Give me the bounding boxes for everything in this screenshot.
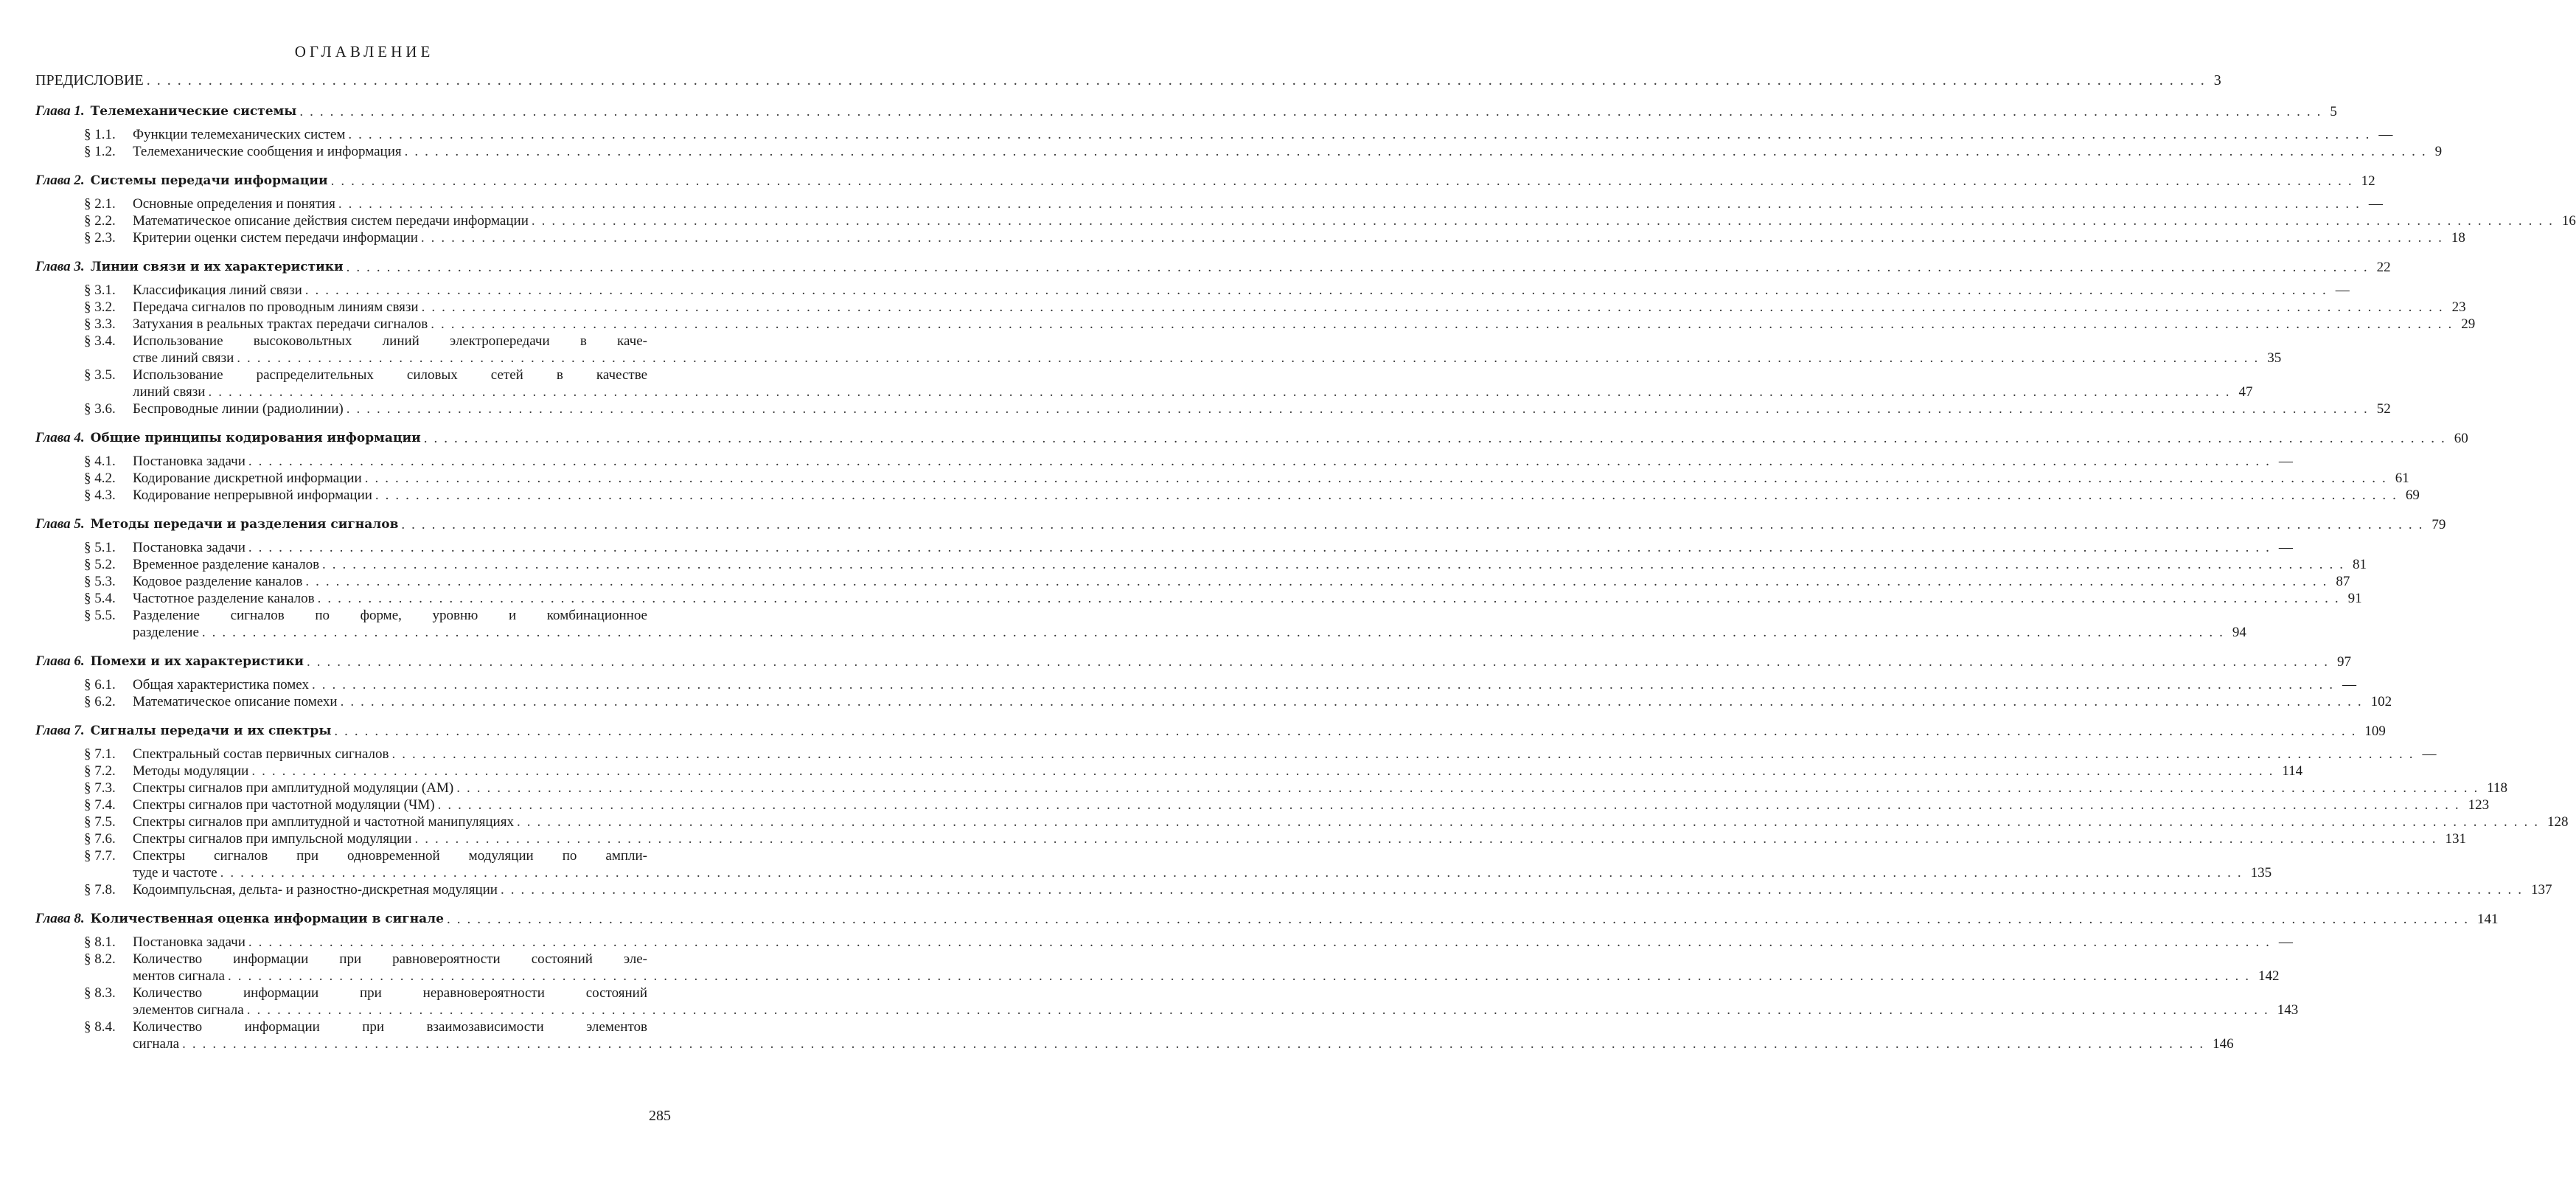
toc-entry-section bbox=[35, 400, 2391, 417]
section-page: 114 bbox=[2282, 763, 2303, 779]
leader-dots: ........................................................................................................................................................................................................ bbox=[237, 350, 2265, 366]
section-continuation bbox=[84, 350, 2282, 367]
toc-entry-section bbox=[35, 487, 2420, 504]
section-page: 81 bbox=[2353, 557, 2367, 572]
leader-dots: ........................................................................................................................................................................................................ bbox=[348, 127, 2376, 142]
section-heading bbox=[84, 881, 498, 898]
section-page: — bbox=[2278, 934, 2293, 950]
section-title-line: Количество информации при равновероятности состояний эле- bbox=[133, 951, 647, 967]
toc-entry-section bbox=[35, 195, 2383, 212]
toc-entry-chapter bbox=[35, 429, 2468, 447]
chapter-label: Глава 3. bbox=[35, 259, 85, 274]
chapter-heading bbox=[35, 653, 304, 670]
section-page: — bbox=[2278, 454, 2293, 469]
section-title-line: Использование высоковольтных линий электропередачи в каче- bbox=[133, 333, 647, 349]
section-heading bbox=[84, 453, 246, 470]
section-title: стве линий связи bbox=[133, 350, 234, 366]
leader-dots: ........................................................................................................................................................................................................ bbox=[322, 557, 2350, 572]
leader-dots: ........................................................................................................................................................................................................ bbox=[330, 173, 2359, 189]
chapter-label: Глава 1. bbox=[35, 103, 85, 119]
section-heading bbox=[84, 282, 302, 299]
toc-entry-section bbox=[35, 590, 2362, 607]
toc-entry-section bbox=[35, 212, 2576, 229]
section-page: 102 bbox=[2370, 694, 2392, 709]
leader-dots: ........................................................................................................................................................................................................ bbox=[304, 282, 2333, 298]
page-number: 285 bbox=[649, 1108, 671, 1124]
chapter-label: Глава 4. bbox=[35, 430, 85, 445]
toc-entry-section bbox=[35, 985, 2299, 1018]
section-title: Постановка задачи bbox=[133, 540, 246, 555]
section-heading bbox=[84, 400, 344, 417]
leader-dots: ........................................................................................................................................................................................................ bbox=[246, 1002, 2274, 1018]
leader-dots: ........................................................................................................................................................................................................ bbox=[299, 104, 2328, 119]
section-heading bbox=[84, 143, 402, 160]
chapter-title: Количественная оценка информации в сигнале bbox=[90, 912, 444, 926]
chapter-heading bbox=[35, 172, 328, 190]
leader-dots: ........................................................................................................................................................................................................ bbox=[317, 591, 2345, 606]
section-heading bbox=[84, 780, 453, 796]
section-title: Передача сигналов по проводным линиям связи bbox=[133, 299, 419, 315]
toc-entry-section bbox=[35, 951, 2280, 985]
section-page: 137 bbox=[2530, 882, 2552, 898]
section-number: § 8.1. bbox=[84, 934, 116, 950]
toc-entry-section bbox=[35, 780, 2507, 796]
toc-entry-section bbox=[35, 813, 2569, 830]
leader-dots: ........................................................................................................................................................................................................ bbox=[248, 934, 2276, 950]
toc-entry-section bbox=[35, 367, 2253, 400]
section-first-line bbox=[84, 985, 677, 1002]
section-title: элементов сигнала bbox=[133, 1002, 244, 1018]
chapter-page: 5 bbox=[2330, 104, 2337, 119]
chapter-heading bbox=[35, 429, 421, 447]
section-title: линий связи bbox=[133, 384, 206, 400]
leader-dots: ........................................................................................................................................................................................................ bbox=[182, 1036, 2210, 1052]
section-heading bbox=[84, 470, 362, 487]
chapter-label: Глава 6. bbox=[35, 653, 85, 669]
section-heading bbox=[84, 539, 246, 556]
section-heading bbox=[84, 693, 338, 710]
section-heading bbox=[84, 212, 529, 229]
toc-entry-section bbox=[35, 847, 2272, 881]
section-number: § 6.1. bbox=[84, 677, 116, 693]
section-page: 142 bbox=[2258, 968, 2280, 984]
leader-dots: ........................................................................................................................................................................................................ bbox=[208, 384, 2236, 400]
toc-entry-section bbox=[35, 126, 2393, 143]
toc-entry-section bbox=[35, 746, 2437, 763]
chapter-page: 141 bbox=[2476, 912, 2499, 927]
section-number: § 5.3. bbox=[84, 574, 116, 589]
section-first-line bbox=[84, 367, 677, 384]
section-number: § 5.1. bbox=[84, 540, 116, 555]
section-title: Классификация линий связи bbox=[133, 282, 302, 298]
toc-entry-chapter bbox=[35, 103, 2337, 120]
leader-dots: ........................................................................................................................................................................................................ bbox=[220, 865, 2248, 881]
section-number: § 6.2. bbox=[84, 694, 116, 709]
section-page: — bbox=[2378, 127, 2393, 142]
leader-dots: ........................................................................................................................................................................................................ bbox=[431, 316, 2459, 332]
section-page: 29 bbox=[2461, 316, 2476, 332]
section-continuation bbox=[84, 624, 2246, 641]
section-number: § 7.6. bbox=[84, 831, 116, 847]
section-continuation bbox=[84, 384, 2253, 400]
section-number: § 3.2. bbox=[84, 299, 116, 315]
section-heading bbox=[84, 487, 372, 504]
leader-dots: ........................................................................................................................................................................................................ bbox=[251, 763, 2280, 779]
leader-dots: ........................................................................................................................................................................................................ bbox=[531, 213, 2559, 229]
section-title-line: Спектры сигналов при одновременной модуляции по ампли- bbox=[133, 848, 647, 864]
chapter-heading bbox=[35, 722, 331, 740]
leader-dots: ........................................................................................................................................................................................................ bbox=[346, 401, 2374, 417]
toc-entry-preface bbox=[35, 72, 2221, 89]
section-number: § 8.3. bbox=[84, 985, 116, 1001]
section-page: — bbox=[2422, 746, 2437, 762]
section-number: § 8.2. bbox=[84, 951, 116, 967]
leader-dots: ........................................................................................................................................................................................................ bbox=[404, 144, 2432, 159]
preface-page: 3 bbox=[2213, 72, 2221, 88]
chapter-title: Телемеханические системы bbox=[90, 104, 297, 119]
toc-entry-section bbox=[35, 693, 2392, 710]
section-first-line bbox=[84, 333, 677, 350]
leader-dots: ........................................................................................................................................................................................................ bbox=[334, 723, 2362, 739]
section-title: Затухания в реальных трактах передачи сигналов bbox=[133, 316, 428, 332]
section-heading bbox=[84, 556, 319, 573]
toc-entry-chapter bbox=[35, 722, 2386, 740]
section-number: § 7.7. bbox=[84, 848, 116, 864]
section-page: 23 bbox=[2451, 299, 2466, 315]
section-heading bbox=[84, 796, 435, 813]
section-number: § 7.5. bbox=[84, 814, 116, 830]
section-title: Методы модуляции bbox=[133, 763, 249, 779]
section-page: 118 bbox=[2487, 780, 2507, 796]
chapter-label: Глава 8. bbox=[35, 911, 85, 926]
section-page: 52 bbox=[2376, 401, 2391, 417]
leader-dots: ........................................................................................................................................................................................................ bbox=[401, 517, 2429, 532]
leader-dots: ........................................................................................................................................................................................................ bbox=[414, 831, 2443, 847]
chapter-heading bbox=[35, 516, 398, 533]
section-title: Спектры сигналов при амплитудной модуляции (АМ) bbox=[133, 780, 454, 796]
toc-entry-section bbox=[35, 282, 2350, 299]
section-page: 143 bbox=[2277, 1002, 2299, 1018]
chapter-page: 22 bbox=[2376, 260, 2391, 275]
section-number: § 5.4. bbox=[84, 591, 116, 606]
toc-entry-section bbox=[35, 229, 2465, 246]
section-heading bbox=[84, 126, 345, 143]
chapter-label: Глава 2. bbox=[35, 173, 85, 188]
section-heading bbox=[84, 195, 335, 212]
toc-entry-section bbox=[35, 539, 2293, 556]
toc-entry-chapter bbox=[35, 516, 2446, 533]
section-title: Математическое описание действия систем передачи информации bbox=[133, 213, 529, 229]
toc-entry-chapter bbox=[35, 172, 2375, 190]
section-page: 135 bbox=[2250, 865, 2272, 881]
table-of-contents bbox=[35, 72, 2576, 1052]
section-title: Спектры сигналов при частотной модуляции (ЧМ) bbox=[133, 797, 435, 813]
section-page: 61 bbox=[2395, 471, 2409, 486]
chapter-heading bbox=[35, 258, 344, 276]
chapter-title: Помехи и их характеристики bbox=[90, 654, 304, 669]
section-title: Общая характеристика помех bbox=[133, 677, 309, 693]
section-page: — bbox=[2342, 677, 2356, 693]
section-title: Функции телемеханических систем bbox=[133, 127, 346, 142]
section-number: § 5.5. bbox=[84, 608, 116, 623]
leader-dots: ........................................................................................................................................................................................................ bbox=[311, 677, 2339, 693]
section-title: сигнала bbox=[133, 1036, 180, 1052]
chapter-heading bbox=[35, 103, 296, 120]
chapter-title: Системы передачи информации bbox=[90, 173, 328, 188]
section-first-line bbox=[84, 951, 677, 968]
section-title: ментов сигнала bbox=[133, 968, 225, 984]
leader-dots: ........................................................................................................................................................................................................ bbox=[146, 72, 2211, 88]
toc-entry-section bbox=[35, 1018, 2234, 1052]
chapter-page: 12 bbox=[2361, 173, 2375, 189]
chapter-page: 60 bbox=[2454, 431, 2468, 446]
section-heading bbox=[84, 934, 246, 951]
leader-dots: ........................................................................................................................................................................................................ bbox=[305, 574, 2333, 589]
leader-dots: ........................................................................................................................................................................................................ bbox=[306, 654, 2334, 670]
leader-dots: ........................................................................................................................................................................................................ bbox=[423, 431, 2451, 446]
leader-dots: ........................................................................................................................................................................................................ bbox=[338, 196, 2366, 212]
section-title: Временное разделение каналов bbox=[133, 557, 320, 572]
leader-dots: ........................................................................................................................................................................................................ bbox=[446, 912, 2474, 927]
section-title: Спектры сигналов при амплитудной и частотной манипуляциях bbox=[133, 814, 514, 830]
section-number: § 2.3. bbox=[84, 230, 116, 246]
section-heading bbox=[84, 813, 514, 830]
section-number: § 5.2. bbox=[84, 557, 116, 572]
chapter-label: Глава 5. bbox=[35, 516, 85, 532]
section-title-line: Количество информации при взаимозависимости элементов bbox=[133, 1019, 647, 1035]
section-page: 87 bbox=[2336, 574, 2350, 589]
section-title: Спектральный состав первичных сигналов bbox=[133, 746, 389, 762]
toc-entry-section bbox=[35, 573, 2350, 590]
chapter-page: 97 bbox=[2336, 654, 2351, 670]
section-number: § 2.2. bbox=[84, 213, 116, 229]
section-page: 47 bbox=[2238, 384, 2253, 400]
section-title: Кодирование непрерывной информации bbox=[133, 487, 372, 503]
section-number: § 3.3. bbox=[84, 316, 116, 332]
section-number: § 4.1. bbox=[84, 454, 116, 469]
toc-entry-chapter bbox=[35, 258, 2391, 276]
section-heading bbox=[84, 299, 419, 316]
section-number: § 7.8. bbox=[84, 882, 116, 898]
section-page: 123 bbox=[2468, 797, 2490, 813]
toc-entry-section bbox=[35, 607, 2246, 641]
section-heading bbox=[84, 746, 389, 763]
toc-entry-section bbox=[35, 763, 2303, 780]
section-title-line: Использование распределительных силовых сетей в качестве bbox=[133, 367, 647, 383]
section-number: § 7.4. bbox=[84, 797, 116, 813]
section-title: Беспроводные линии (радиолинии) bbox=[133, 401, 344, 417]
toc-entry-chapter bbox=[35, 653, 2351, 670]
toc-entry-section bbox=[35, 556, 2367, 573]
leader-dots: ........................................................................................................................................................................................................ bbox=[420, 230, 2448, 246]
section-heading bbox=[84, 763, 248, 780]
section-page: 69 bbox=[2405, 487, 2420, 503]
section-page: 35 bbox=[2267, 350, 2282, 366]
leader-dots: ........................................................................................................................................................................................................ bbox=[516, 814, 2544, 830]
section-continuation bbox=[84, 1035, 2234, 1052]
section-title: Частотное разделение каналов bbox=[133, 591, 315, 606]
leader-dots: ........................................................................................................................................................................................................ bbox=[227, 968, 2255, 984]
page-title: ОГЛАВЛЕНИЕ bbox=[294, 43, 434, 60]
section-title: Спектры сигналов при импульсной модуляции bbox=[133, 831, 412, 847]
section-heading bbox=[84, 676, 309, 693]
toc-entry-section bbox=[35, 316, 2476, 333]
section-continuation bbox=[84, 1002, 2299, 1018]
section-page: — bbox=[2278, 540, 2293, 555]
section-title-line: Разделение сигналов по форме, уровню и комбинационное bbox=[133, 608, 647, 623]
section-first-line bbox=[84, 607, 677, 624]
section-number: § 3.5. bbox=[84, 367, 116, 383]
section-page: 16 bbox=[2561, 213, 2576, 229]
section-number: § 7.3. bbox=[84, 780, 116, 796]
toc-entry-section bbox=[35, 470, 2409, 487]
section-title: Математическое описание помехи bbox=[133, 694, 338, 709]
chapter-title: Сигналы передачи и их спектры bbox=[90, 723, 332, 738]
leader-dots: ........................................................................................................................................................................................................ bbox=[364, 471, 2392, 486]
leader-dots: ........................................................................................................................................................................................................ bbox=[500, 882, 2528, 898]
section-title: Постановка задачи bbox=[133, 454, 246, 469]
section-page: — bbox=[2368, 196, 2383, 212]
toc-entry-section bbox=[35, 143, 2443, 160]
leader-dots: ........................................................................................................................................................................................................ bbox=[375, 487, 2403, 503]
section-heading bbox=[84, 590, 315, 607]
section-title: Телемеханические сообщения и информация bbox=[133, 144, 402, 159]
section-heading bbox=[84, 229, 418, 246]
leader-dots: ........................................................................................................................................................................................................ bbox=[437, 797, 2465, 813]
section-page: 91 bbox=[2347, 591, 2362, 606]
section-page: 131 bbox=[2445, 831, 2466, 847]
section-title: Постановка задачи bbox=[133, 934, 246, 950]
section-number: § 3.6. bbox=[84, 401, 116, 417]
chapter-label: Глава 7. bbox=[35, 723, 85, 738]
section-heading bbox=[84, 573, 302, 590]
preface-label: ПРЕДИСЛОВИЕ bbox=[35, 72, 144, 88]
leader-dots: ........................................................................................................................................................................................................ bbox=[248, 454, 2276, 469]
toc-entry-section bbox=[35, 796, 2490, 813]
chapter-heading bbox=[35, 910, 444, 928]
section-number: § 8.4. bbox=[84, 1019, 116, 1035]
toc-entry-section bbox=[35, 676, 2356, 693]
chapter-title: Общие принципы кодирования информации bbox=[90, 431, 421, 445]
section-title: Кодирование дискретной информации bbox=[133, 471, 362, 486]
leader-dots: ........................................................................................................................................................................................................ bbox=[391, 746, 2420, 762]
section-number: § 3.4. bbox=[84, 333, 116, 349]
section-page: 128 bbox=[2547, 814, 2569, 830]
leader-dots: ........................................................................................................................................................................................................ bbox=[248, 540, 2276, 555]
section-number: § 7.1. bbox=[84, 746, 116, 762]
section-heading bbox=[84, 316, 428, 333]
section-title-line: Количество информации при неравновероятности состояний bbox=[133, 985, 647, 1001]
section-title: Критерии оценки систем передачи информации bbox=[133, 230, 418, 246]
leader-dots: ........................................................................................................................................................................................................ bbox=[456, 780, 2485, 796]
toc-entry-section bbox=[35, 830, 2466, 847]
section-number: § 2.1. bbox=[84, 196, 116, 212]
toc-entry-chapter bbox=[35, 910, 2499, 928]
toc-entry-section bbox=[35, 881, 2552, 898]
section-number: § 1.2. bbox=[84, 144, 116, 159]
chapter-page: 79 bbox=[2431, 517, 2446, 532]
section-page: 18 bbox=[2451, 230, 2465, 246]
toc-entry-section bbox=[35, 333, 2282, 367]
section-number: § 7.2. bbox=[84, 763, 116, 779]
leader-dots: ........................................................................................................................................................................................................ bbox=[421, 299, 2449, 315]
toc-entry-section bbox=[35, 453, 2293, 470]
section-page: — bbox=[2335, 282, 2350, 298]
toc-entry-section bbox=[35, 299, 2466, 316]
section-number: § 4.2. bbox=[84, 471, 116, 486]
section-number: § 4.3. bbox=[84, 487, 116, 503]
section-page: 146 bbox=[2213, 1036, 2234, 1052]
section-number: § 1.1. bbox=[84, 127, 116, 142]
section-number: § 3.1. bbox=[84, 282, 116, 298]
chapter-title: Линии связи и их характеристики bbox=[90, 260, 344, 274]
section-first-line bbox=[84, 1018, 677, 1035]
leader-dots: ........................................................................................................................................................................................................ bbox=[340, 694, 2368, 709]
leader-dots: ........................................................................................................................................................................................................ bbox=[346, 260, 2374, 275]
section-heading bbox=[84, 830, 411, 847]
section-page: 9 bbox=[2434, 144, 2443, 159]
chapter-title: Методы передачи и разделения сигналов bbox=[90, 517, 399, 532]
section-title: Кодоимпульсная, дельта- и разностно-дискретная модуляции bbox=[133, 882, 498, 898]
section-title: Кодовое разделение каналов bbox=[133, 574, 303, 589]
section-title: разделение bbox=[133, 625, 199, 640]
section-continuation bbox=[84, 864, 2272, 881]
section-title: туде и частоте bbox=[133, 865, 217, 881]
toc-entry-section bbox=[35, 934, 2293, 951]
section-page: 94 bbox=[2232, 625, 2246, 640]
section-continuation bbox=[84, 968, 2280, 985]
leader-dots: ........................................................................................................................................................................................................ bbox=[201, 625, 2229, 640]
section-title: Основные определения и понятия bbox=[133, 196, 335, 212]
section-first-line bbox=[84, 847, 677, 864]
chapter-page: 109 bbox=[2364, 723, 2386, 739]
